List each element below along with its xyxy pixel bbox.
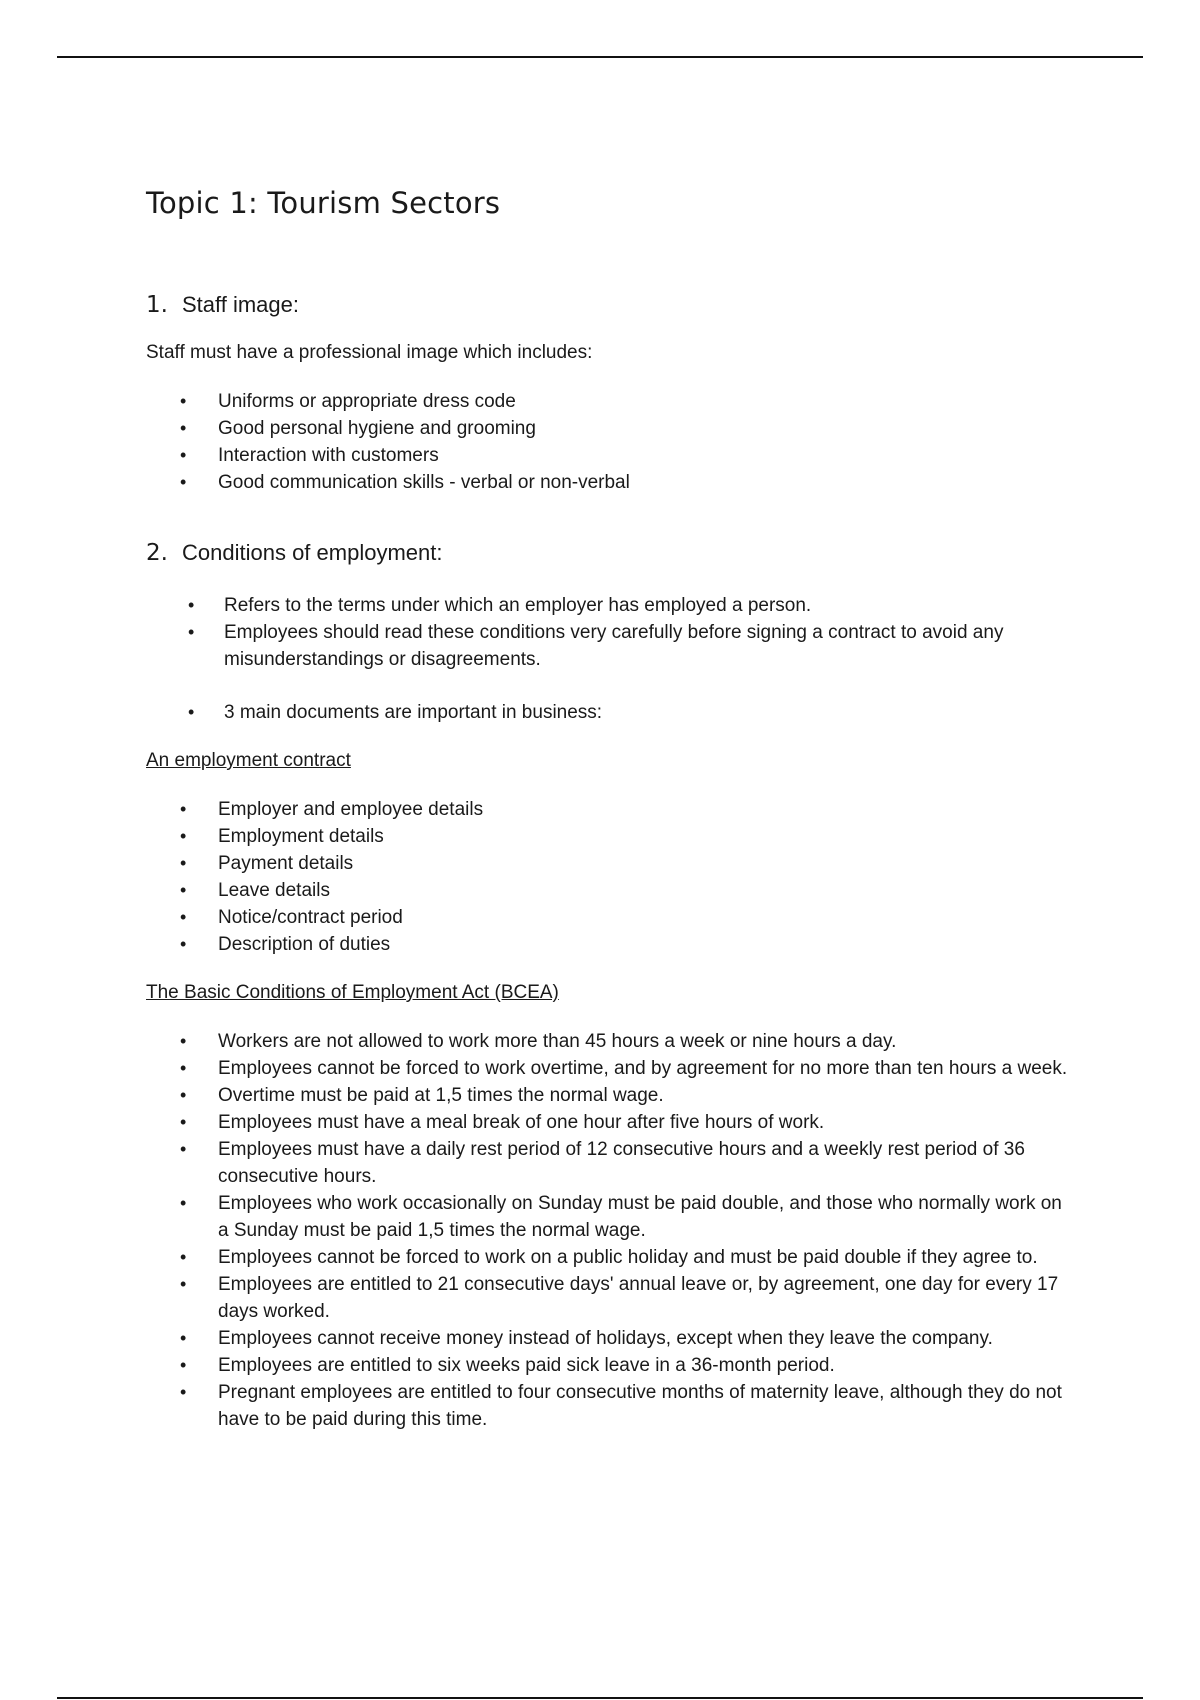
list-item: • Employees cannot be forced to work overtime, and by agreement for no more than ten hours a week. — [146, 1055, 1076, 1082]
list-item: • Employees who work occasionally on Sunday must be paid double, and those who normally work on a Sunday must be paid 1,5 times the normal wage. — [146, 1190, 1076, 1244]
page-title: Topic 1: Tourism Sectors — [146, 186, 501, 220]
list-item: • Overtime must be paid at 1,5 times the normal wage. — [146, 1082, 1076, 1109]
bullet-icon: • — [180, 1193, 187, 1213]
bullet-icon: • — [188, 622, 195, 642]
list-item: • Workers are not allowed to work more than 45 hours a week or nine hours a day. — [146, 1028, 1076, 1055]
bullet-icon: • — [188, 702, 195, 722]
bullet-icon: • — [180, 1031, 187, 1051]
list-item: • Good personal hygiene and grooming — [146, 415, 1076, 442]
list-item: • Notice/contract period — [146, 904, 1076, 931]
bcea-heading: The Basic Conditions of Employment Act (BCEA) — [146, 982, 559, 1003]
list-item: • Employees cannot receive money instead of holidays, except when they leave the company. — [146, 1325, 1076, 1352]
bullet-icon: • — [180, 1112, 187, 1132]
bcea-list — [146, 1028, 1076, 1433]
list-item: • Interaction with customers — [146, 442, 1076, 469]
bullet-icon: • — [180, 907, 187, 927]
list-item: • Description of duties — [146, 931, 1076, 958]
bullet-icon: • — [180, 799, 187, 819]
list-item: • 3 main documents are important in business: — [146, 699, 1076, 726]
bullet-icon: • — [180, 1139, 187, 1159]
bullet-icon: • — [180, 472, 187, 492]
bullet-icon: • — [180, 445, 187, 465]
list-item: • Pregnant employees are entitled to four consecutive months of maternity leave, although they do not have to be paid during this time. — [146, 1379, 1076, 1433]
section-2-heading — [146, 540, 1076, 566]
bullet-icon: • — [180, 1274, 187, 1294]
list-item: • Employer and employee details — [146, 796, 1076, 823]
section-2-title: Conditions of employment: — [182, 540, 443, 565]
contract-heading: An employment contract — [146, 750, 351, 771]
list-item: • Uniforms or appropriate dress code — [146, 388, 1076, 415]
list-item: • Employees must have a meal break of one hour after five hours of work. — [146, 1109, 1076, 1136]
bullet-icon: • — [180, 1355, 187, 1375]
list-item: • Leave details — [146, 877, 1076, 904]
list-item: • Employees must have a daily rest period of 12 consecutive hours and a weekly rest period of 36 consecutive hours. — [146, 1136, 1076, 1190]
documents-intro-list — [146, 699, 1076, 726]
list-item: • Good communication skills - verbal or non-verbal — [146, 469, 1076, 496]
list-item: • Employment details — [146, 823, 1076, 850]
section-2-number: 2. — [146, 540, 168, 566]
bullet-icon: • — [180, 1058, 187, 1078]
footer-rule — [57, 1697, 1143, 1699]
bullet-icon: • — [180, 826, 187, 846]
bullet-icon: • — [180, 853, 187, 873]
contract-list — [146, 796, 1076, 958]
header-rule — [57, 56, 1143, 58]
bullet-icon: • — [180, 1085, 187, 1105]
staff-image-list — [146, 388, 1076, 496]
bullet-icon: • — [180, 1247, 187, 1267]
list-item: • Employees are entitled to six weeks paid sick leave in a 36-month period. — [146, 1352, 1076, 1379]
section-1-intro: Staff must have a professional image which includes: — [146, 342, 593, 363]
section-1-number: 1. — [146, 292, 168, 318]
section-1-heading — [146, 292, 1076, 318]
list-item: • Payment details — [146, 850, 1076, 877]
list-item: • Employees are entitled to 21 consecutive days' annual leave or, by agreement, one day for every 17 days worked. — [146, 1271, 1076, 1325]
bullet-icon: • — [180, 418, 187, 438]
bullet-icon: • — [188, 595, 195, 615]
list-item: • Employees cannot be forced to work on a public holiday and must be paid double if they agree to. — [146, 1244, 1076, 1271]
section-1-title: Staff image: — [182, 292, 299, 317]
list-item: • Employees should read these conditions very carefully before signing a contract to avoid any misunderstandings or disagreements. — [146, 619, 1076, 673]
bullet-icon: • — [180, 1382, 187, 1402]
bullet-icon: • — [180, 391, 187, 411]
list-item: • Refers to the terms under which an employer has employed a person. — [146, 592, 1076, 619]
bullet-icon: • — [180, 934, 187, 954]
bullet-icon: • — [180, 1328, 187, 1348]
bullet-icon: • — [180, 880, 187, 900]
conditions-list — [146, 592, 1076, 673]
document-body — [146, 186, 1076, 1433]
